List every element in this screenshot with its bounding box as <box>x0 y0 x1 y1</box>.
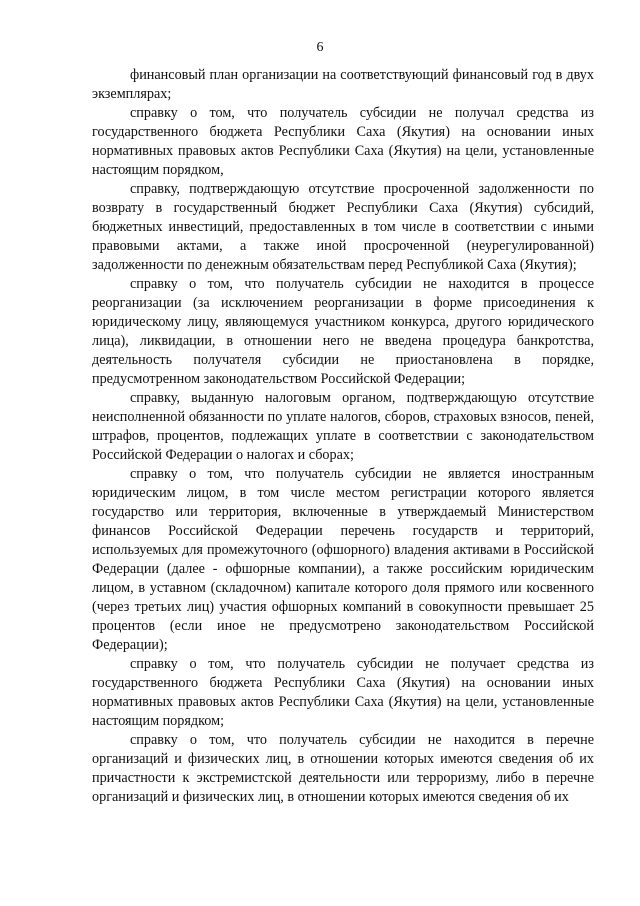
paragraph-financial-plan: финансовый план организации на соответствующий финансовый год в двух экземплярах; <box>92 67 594 102</box>
paragraph-not-foreign-entity: справку о том, что получатель субсидии не является иностранным юридическим лицом, в том числе местом регистрации которого является государство или территория, включенные в утверждаемый Министерством финансов Российской Федерации перечень государств и территорий, используемых для промежуточного (офшорного) владения активами в Российской Федерации (далее - офшорные компании), а также российским юридическим лицом, в уставном (складочном) капитале которого доля прямого или косвенного (через третьих лиц) участия офшорных компаний в совокупности превышает 25 процентов (если иное не предусмотрено законодательством Российской Федерации); <box>92 466 594 653</box>
paragraph-no-other-funds-receiving: справку о том, что получатель субсидии не получает средства из государственного бюджета Республики Саха (Якутия) на основании иных нормативных правовых актов Республики Саха (Якутия) на цели, установленные настоящим порядком; <box>92 656 594 729</box>
page-number: 6 <box>316 40 324 55</box>
paragraph-not-in-extremism-list: справку о том, что получатель субсидии не находится в перечне организаций и физических лиц, в отношении которых имеются сведения об их причастности к экстремистской деятельности или терроризму, либо в перечне организаций и физических лиц, в отношении которых имеются сведения об их <box>92 732 594 805</box>
paragraph-no-overdue-debt: справку, подтверждающую отсутствие просроченной задолженности по возврату в государственный бюджет Республики Саха (Якутия) субсидий, бюджетных инвестиций, предоставленных в том числе в соответствии с иными правовыми актами, а также иной просроченной (неурегулированной) задолженности по денежным обязательствам перед Республикой Саха (Якутия); <box>92 181 594 273</box>
paragraph-tax-certificate: справку, выданную налоговым органом, подтверждающую отсутствие неисполненной обязанности по уплате налогов, сборов, страховых взносов, пеней, штрафов, процентов, подлежащих уплате в соответствии с законодательством Российской Федерации о налогах и сборах; <box>92 390 594 463</box>
paragraph-no-other-funds-received: справку о том, что получатель субсидии не получал средства из государственного бюджета Республики Саха (Якутия) на основании иных нормативных правовых актов Республики Саха (Якутия) на цели, установленные настоящим порядком, <box>92 105 594 178</box>
paragraph-no-reorganization: справку о том, что получатель субсидии не находится в процессе реорганизации (за исключением реорганизации в форме присоединения к юридическому лицу, являющемуся участником конкурса, другого юридического лица), ликвидации, в отношении него не введена процедура банкротства, деятельность получателя субсидии не приостановлена в порядке, предусмотренном законодательством Российской Федерации; <box>92 276 594 387</box>
document-body <box>92 66 594 807</box>
